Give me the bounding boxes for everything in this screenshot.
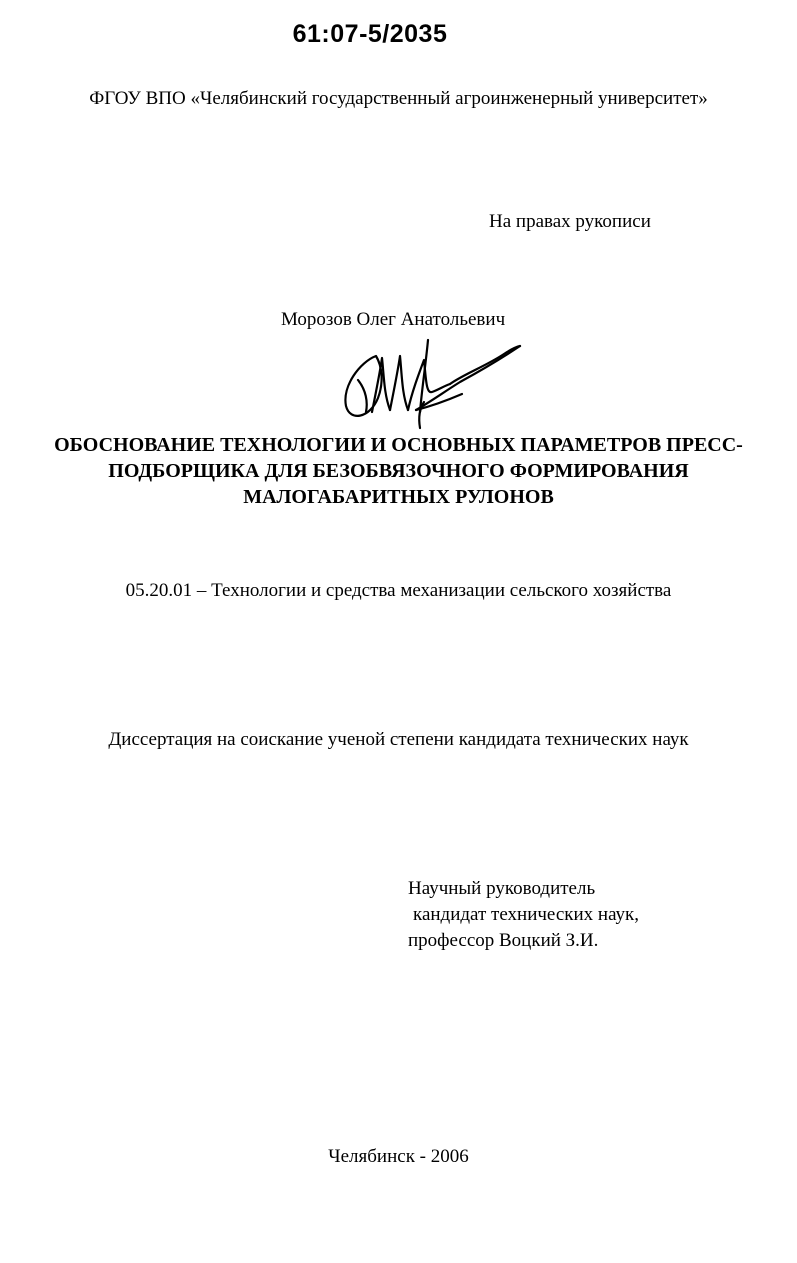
supervisor-role: Научный руководитель [408, 878, 596, 899]
archive-code: 61:07-5/2035 [292, 20, 448, 48]
supervisor-block [408, 876, 639, 954]
city-year: Челябинск - 2006 [328, 1146, 469, 1167]
rights-note: На правах рукописи [489, 211, 651, 232]
title-line: ПОДБОРЩИКА ДЛЯ БЕЗОБВЯЗОЧНОГО ФОРМИРОВАНИЯ [108, 460, 689, 482]
institution-name: ФГОУ ВПО «Челябинский государственный агроинженерный университет» [89, 88, 708, 109]
supervisor-degree: кандидат технических наук, [413, 904, 640, 925]
dissertation-title [0, 432, 797, 510]
signature-icon [336, 332, 522, 430]
specialty-code: 05.20.01 – Технологии и средства механизации сельского хозяйства [125, 580, 672, 601]
degree-statement: Диссертация на соискание ученой степени кандидата технических наук [108, 729, 689, 750]
author-name: Морозов Олег Анатольевич [281, 309, 506, 330]
title-line: ОБОСНОВАНИЕ ТЕХНОЛОГИИ И ОСНОВНЫХ ПАРАМЕТРОВ ПРЕСС- [54, 434, 743, 456]
supervisor-name: профессор Воцкий З.И. [408, 930, 599, 951]
title-line: МАЛОГАБАРИТНЫХ РУЛОНОВ [243, 486, 554, 508]
